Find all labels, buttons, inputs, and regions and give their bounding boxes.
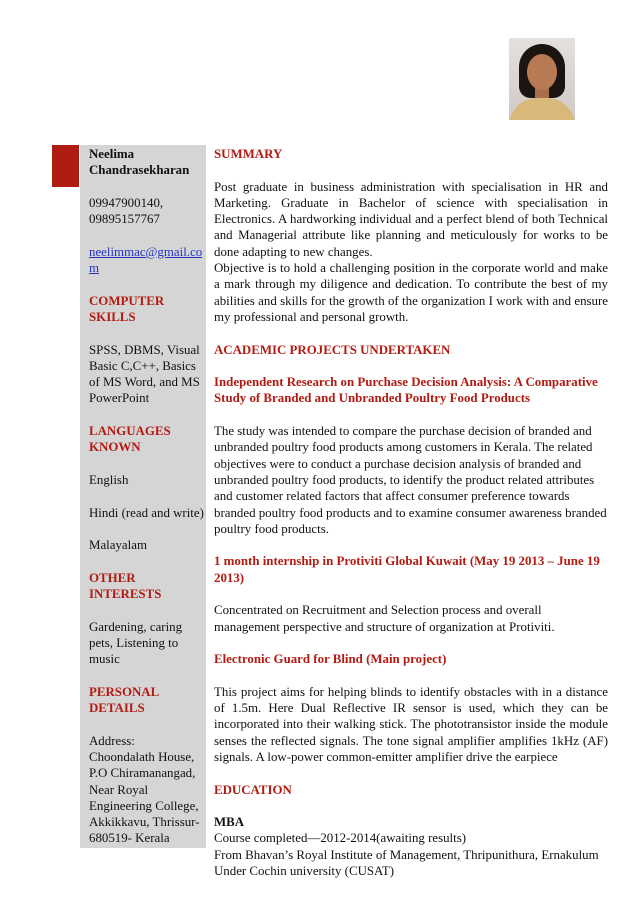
language-item: Hindi (read and write)	[89, 505, 204, 520]
project-title: Independent Research on Purchase Decision Analysis: A Comparative Study of Branded and Unbranded Poultry Food Products	[214, 375, 598, 406]
name-last: Chandrasekharan	[89, 163, 190, 178]
phone-2: 09895157767	[89, 212, 160, 227]
other-interests-heading: OTHER INTERESTS	[89, 570, 162, 602]
summary-heading: SUMMARY	[214, 147, 283, 161]
languages-heading: LANGUAGES KNOWN	[89, 424, 171, 455]
phone-1: 09947900140,	[89, 195, 164, 210]
address-label: Address:	[89, 733, 135, 748]
education-heading: EDUCATION	[214, 782, 292, 797]
course-line: Course completed—2012-2014(awaiting results)	[214, 831, 467, 846]
accent-bar	[52, 145, 79, 187]
projects-heading: ACADEMIC PROJECTS UNDERTAKEN	[214, 342, 451, 357]
university-line: Under Cochin university (CUSAT)	[214, 864, 395, 879]
degree-title: MBA	[214, 815, 245, 830]
project-description: Concentrated on Recruitment and Selection process and overall management perspective and structure of organization at Protiviti.	[214, 603, 555, 634]
name-first: Neelima	[89, 147, 135, 161]
language-item: Malayalam	[89, 538, 147, 553]
other-interests-text: Gardening, caring pets, Listening to music	[89, 619, 183, 667]
profile-photo	[509, 38, 575, 120]
main-content	[214, 146, 608, 879]
institute-line: From Bhavan’s Royal Institute of Management, Thripunithura, Ernakulum	[214, 847, 599, 862]
project-title: Electronic Guard for Blind (Main project)	[214, 652, 447, 667]
project-title: 1 month internship in Protiviti Global Kuwait (May 19 2013 – June 19 2013)	[214, 554, 600, 585]
email-link[interactable]: neelimmac@gmail.com	[89, 244, 203, 276]
sidebar	[89, 146, 204, 847]
personal-details-heading: PERSONAL DETAILS	[89, 684, 159, 716]
language-item: English	[89, 472, 129, 487]
project-description: The study was intended to compare the purchase decision of branded and unbranded poultry food products among customers in Kerala. The related objectives were to conduct a purchase decision analysis of branded and unbranded poultry food products, to identify the product related attributes and customer related factors that affect consumer preference towards branded poultry food products and to examine consumer awareness branded poultry food products.	[214, 424, 607, 536]
project-description: This project aims for helping blinds to identify obstacles with in a distance of 1.5m. Here Dual Reflective IR sensor is used, which they can be incorporated into their walking stick. The phototransistor inside the module senses the reflected signals. The tone signal amplifier amplifies 1kHz (AF) signals. A low-power common-emitter amplifier drive the earpiece	[214, 684, 608, 764]
computer-skills-text: SPSS, DBMS, Visual Basic C,C++, Basics of MS Word, and MS PowerPoint	[89, 342, 200, 406]
address-text: Choondalath House, P.O Chiramanangad, Near Royal Engineering College, Akkikkavu, Thrissur- 680519- Kerala	[89, 749, 200, 846]
summary-paragraph: Post graduate in business administration with specialisation in HR and Marketing. Graduate in Bachelor of science with specialisation in Electronics. A hardworking individual and a perfect blend of both Technical and Managerial attribute like planning and meticulously for works to be done adapting to new changes.	[214, 179, 608, 259]
computer-skills-heading: COMPUTER SKILLS	[89, 293, 165, 324]
objective-paragraph: Objective is to hold a challenging position in the corporate world and make a mark through my diligence and dedication. To contribute the best of my abilities and skills for the growth of the organization I work with and ensure my professional and personal growth.	[214, 261, 608, 324]
